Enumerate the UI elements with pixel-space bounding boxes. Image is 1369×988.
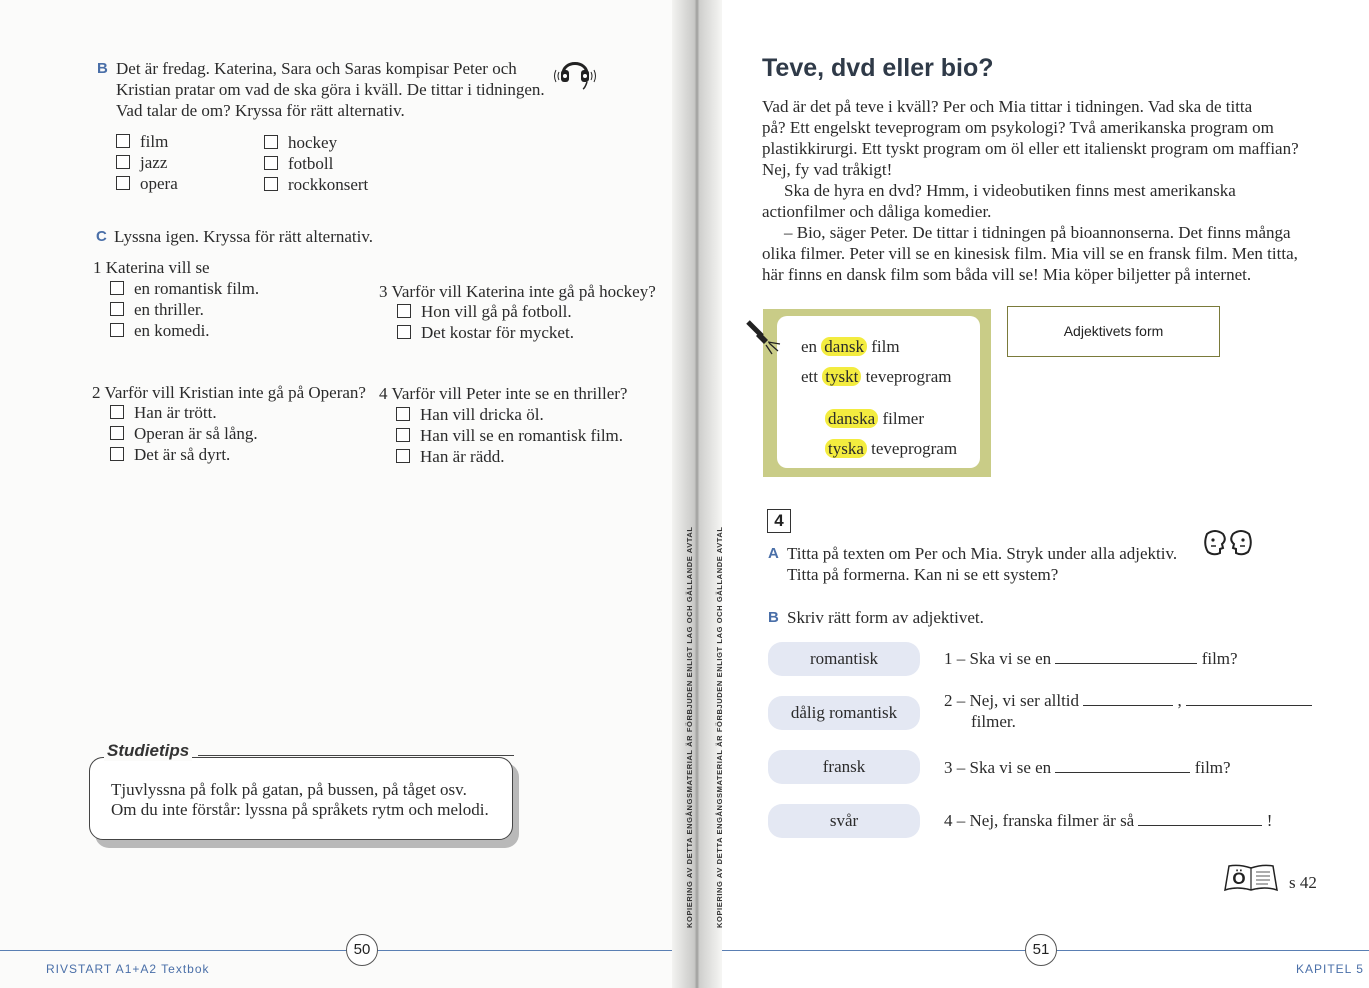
workbook-icon	[1223, 862, 1279, 894]
exercise-b-line3: Vad talar de om? Kryssa för rätt alternativ.	[116, 101, 405, 120]
checkbox-item[interactable]: opera	[116, 173, 178, 194]
sentence-1: 1 – Ska vi se en film?	[944, 649, 1238, 668]
sentence-3: 3 – Ska vi se en film?	[944, 758, 1231, 777]
headphones-icon	[552, 52, 598, 90]
exercise-b-line2: Kristian pratar om vad de ska göra i kväll. De tittar i tidningen.	[116, 80, 545, 99]
grammar-row-3: danska filmer	[825, 408, 924, 429]
question-1-title: 1 Katerina vill se	[93, 258, 210, 277]
checkbox[interactable]	[116, 134, 130, 148]
checkbox-item[interactable]: en romantisk film.	[110, 278, 259, 299]
answer-blank-1[interactable]	[1055, 648, 1197, 664]
checkbox-item[interactable]: Han är rädd.	[396, 446, 623, 467]
footer-book-title: RIVSTART A1+A2 Textbok	[46, 962, 210, 976]
checkbox[interactable]	[110, 302, 124, 316]
checkbox[interactable]	[397, 304, 411, 318]
studietips-box	[89, 757, 513, 840]
question-4-options	[396, 404, 623, 467]
answer-blank-2b[interactable]	[1186, 690, 1312, 706]
grammar-box	[763, 309, 991, 477]
exercise-number: 4	[767, 509, 791, 533]
checkbox[interactable]	[264, 177, 278, 191]
exercise-4a-letter: A	[768, 545, 779, 562]
question-1-options	[110, 278, 259, 341]
exercise-c-instruction: Lyssna igen. Kryssa för rätt alternativ.	[114, 227, 374, 246]
checkbox-item[interactable]: Det kostar för mycket.	[397, 322, 574, 343]
copyright-notice-left: KOPIERING AV DETTA ENGÅNGSMATERIAL ÄR FÖRBJUDEN ENLIGT LAG OCH GÄLLANDE AVTAL	[685, 526, 694, 928]
checkbox-item[interactable]: hockey	[264, 132, 368, 153]
adjective-form-box: Adjektivets form	[1007, 306, 1220, 357]
page-number-right: 51	[1025, 934, 1057, 966]
checkbox[interactable]	[116, 155, 130, 169]
question-3-options	[397, 301, 574, 343]
workbook-page-ref: s 42	[1289, 873, 1317, 892]
question-2-options	[110, 402, 258, 465]
answer-blank-4[interactable]	[1138, 810, 1262, 826]
studietips-title-rule	[198, 755, 514, 756]
exercise-b-letter: B	[97, 60, 108, 77]
exercise-b-options-col1	[116, 131, 178, 194]
word-pill-3: fransk	[768, 750, 920, 784]
checkbox[interactable]	[397, 325, 411, 339]
checkbox[interactable]	[110, 323, 124, 337]
checkbox-item[interactable]: en thriller.	[110, 299, 259, 320]
exercise-4b-letter: B	[768, 609, 779, 626]
question-3-title: 3 Varför vill Katerina inte gå på hockey?	[379, 282, 656, 301]
checkbox[interactable]	[264, 156, 278, 170]
checkbox[interactable]	[396, 407, 410, 421]
exercise-4b-instruction: Skriv rätt form av adjektivet.	[787, 608, 984, 627]
word-pill-4: svår	[768, 804, 920, 838]
checkbox-item[interactable]: rockkonsert	[264, 174, 368, 195]
checkbox-item[interactable]: Hon vill gå på fotboll.	[397, 301, 574, 322]
checkbox-item[interactable]: Han vill dricka öl.	[396, 404, 623, 425]
checkbox-item[interactable]: jazz	[116, 152, 178, 173]
checkbox-item[interactable]: Han är trött.	[110, 402, 258, 423]
studietips-line1: Tjuvlyssna på folk på gatan, på bussen, på tåget osv.	[111, 780, 467, 799]
sentence-2-end: filmer.	[971, 712, 1016, 731]
highlighted-adjective: tyskt	[822, 367, 861, 386]
checkbox[interactable]	[110, 281, 124, 295]
exercise-b-text	[116, 58, 545, 121]
svg-text:Ö: Ö	[1232, 869, 1246, 888]
checkbox-item[interactable]: Det är så dyrt.	[110, 444, 258, 465]
checkbox[interactable]	[116, 176, 130, 190]
exercise-4a-text: Titta på texten om Per och Mia. Stryk under alla adjektiv. Titta på formerna. Kan ni se ett system?	[787, 544, 1178, 584]
checkbox[interactable]	[110, 447, 124, 461]
studietips-title: Studietips	[104, 741, 192, 761]
word-pill-1: romantisk	[768, 642, 920, 676]
checkbox-item[interactable]: Operan är så lång.	[110, 423, 258, 444]
checkbox-item[interactable]: film	[116, 131, 178, 152]
word-pill-2: dålig romantisk	[768, 696, 920, 730]
exercise-c-letter: C	[96, 228, 107, 245]
checkbox-item[interactable]: Han vill se en romantisk film.	[396, 425, 623, 446]
studietips-line2: Om du inte förstår: lyssna på språkets rytm och melodi.	[111, 800, 489, 819]
checkbox[interactable]	[110, 405, 124, 419]
exercise-b-options-col2	[264, 132, 368, 195]
checkbox-item[interactable]: fotboll	[264, 153, 368, 174]
checkbox[interactable]	[396, 428, 410, 442]
grammar-inner	[777, 316, 980, 468]
highlighted-adjective: dansk	[821, 337, 867, 356]
exercise-b-line1: Det är fredag. Katerina, Sara och Saras kompisar Peter och	[116, 59, 517, 78]
grammar-row-2: ett tyskt teveprogram	[801, 367, 952, 386]
grammar-row-1: en dansk film	[801, 337, 900, 356]
reading-text: Vad är det på teve i kväll? Per och Mia tittar i tidningen. Vad ska de titta på? Ett engelskt teveprogram om psykologi? Två amerikanska program om plastikkirurgi. Ett tyskt program om öl eller ett italienskt program om maffian? Nej, fy vad tråkigt! Ska de hyra en dvd? Hmm, i videobutiken finns mest amerikanska actionfilmer och dåliga komedier. – Bio, säger Peter. De tittar i tidningen på bioannonserna. Det finns många olika filmer. Peter vill se en kinesisk film. Mia vill se en fransk film. Men titta, här finns en dansk film som båda vill se! Mia köper biljetter på internet.	[762, 97, 1299, 284]
flashlight-icon	[744, 318, 784, 358]
pair-discussion-icon	[1201, 528, 1255, 562]
grammar-row-4: tyska teveprogram	[825, 438, 957, 459]
highlighted-adjective: danska	[825, 409, 878, 428]
answer-blank-3[interactable]	[1055, 757, 1190, 773]
checkbox[interactable]	[110, 426, 124, 440]
sentence-4: 4 – Nej, franska filmer är så !	[944, 811, 1273, 830]
sentence-2: 2 – Nej, vi ser alltid ,	[944, 690, 1312, 711]
page-title: Teve, dvd eller bio?	[762, 54, 994, 82]
copyright-notice-right: KOPIERING AV DETTA ENGÅNGSMATERIAL ÄR FÖRBJUDEN ENLIGT LAG OCH GÄLLANDE AVTAL	[715, 526, 724, 928]
page-number-left: 50	[346, 934, 378, 966]
checkbox-item[interactable]: en komedi.	[110, 320, 259, 341]
question-4-title: 4 Varför vill Peter inte se en thriller?	[379, 384, 628, 403]
highlighted-adjective: tyska	[825, 439, 867, 458]
question-2-title: 2 Varför vill Kristian inte gå på Operan?	[92, 383, 366, 402]
checkbox[interactable]	[396, 449, 410, 463]
footer-chapter: KAPITEL 5	[1296, 962, 1364, 976]
answer-blank-2a[interactable]	[1083, 690, 1173, 706]
checkbox[interactable]	[264, 135, 278, 149]
